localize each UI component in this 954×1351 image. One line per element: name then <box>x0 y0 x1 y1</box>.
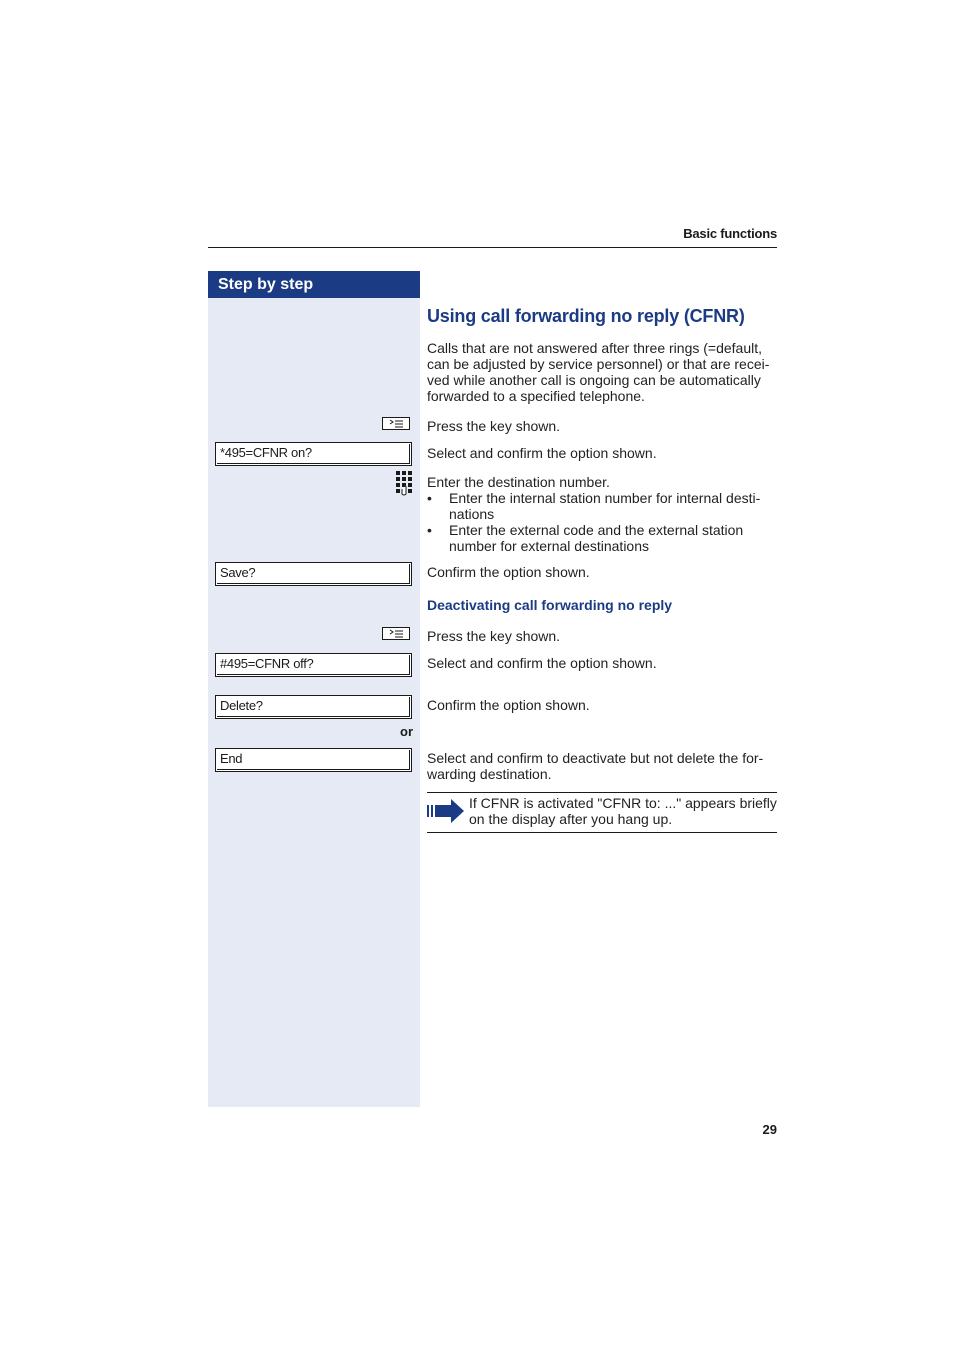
display-option-cfnr-off[interactable]: #495=CFNR off? <box>215 653 412 677</box>
display-option-cfnr-on[interactable]: *495=CFNR on? <box>215 442 412 466</box>
note-bottom-rule <box>427 832 777 833</box>
bullet-dot: • <box>427 490 432 506</box>
display-option-end[interactable]: End <box>215 748 412 772</box>
sidebar-heading: Step by step <box>208 271 420 298</box>
note-line-1: If CFNR is activated "CFNR to: ..." appears briefly <box>469 795 777 811</box>
bullet-external-line-1: Enter the external code and the external station <box>449 522 744 538</box>
header-divider <box>208 247 777 248</box>
note-line-2: on the display after you hang up. <box>469 811 673 827</box>
bullet-dot: • <box>427 522 432 538</box>
bullet-external <box>427 522 779 554</box>
intro-line-1: Calls that are not answered after three rings (=default, <box>427 340 763 356</box>
note-top-rule <box>427 792 777 793</box>
step-confirm-save: Confirm the option shown. <box>427 564 590 580</box>
step-press-key-deactivate: Press the key shown. <box>427 628 561 644</box>
intro-line-4: forwarded to a specified telephone. <box>427 388 645 404</box>
note-text <box>469 795 779 827</box>
step-enter-destination: Enter the destination number. <box>427 474 610 490</box>
page-title: Using call forwarding no reply (CFNR) <box>427 306 745 326</box>
bullet-internal-line-1: Enter the internal station number for internal desti- <box>449 490 761 506</box>
bullet-external-line-2: number for external destinations <box>449 538 649 554</box>
step-end-line-1: Select and confirm to deactivate but not delete the for- <box>427 750 764 766</box>
page-number: 29 <box>762 1122 777 1137</box>
step-select-option-off: Select and confirm the option shown. <box>427 655 657 671</box>
display-option-save[interactable]: Save? <box>215 562 412 586</box>
display-option-delete[interactable]: Delete? <box>215 695 412 719</box>
step-press-key: Press the key shown. <box>427 418 561 434</box>
menu-key-icon[interactable] <box>382 417 410 430</box>
or-label: or <box>400 724 413 739</box>
keypad-icon[interactable] <box>395 470 413 496</box>
intro-line-3: ved while another call is ongoing can be automatically <box>427 372 761 388</box>
bullet-internal <box>427 490 779 522</box>
arrow-note-icon <box>427 798 465 824</box>
intro-line-2: can be adjusted by service personnel) or that are recei- <box>427 356 770 372</box>
step-confirm-delete: Confirm the option shown. <box>427 697 590 713</box>
bullet-internal-line-2: nations <box>449 506 495 522</box>
step-by-step-sidebar <box>208 271 420 1107</box>
section-header: Basic functions <box>683 226 777 241</box>
step-select-option: Select and confirm the option shown. <box>427 445 657 461</box>
step-end-line-2: warding destination. <box>427 766 552 782</box>
section-subtitle: Deactivating call forwarding no reply <box>427 597 673 613</box>
menu-key-icon[interactable] <box>382 627 410 640</box>
